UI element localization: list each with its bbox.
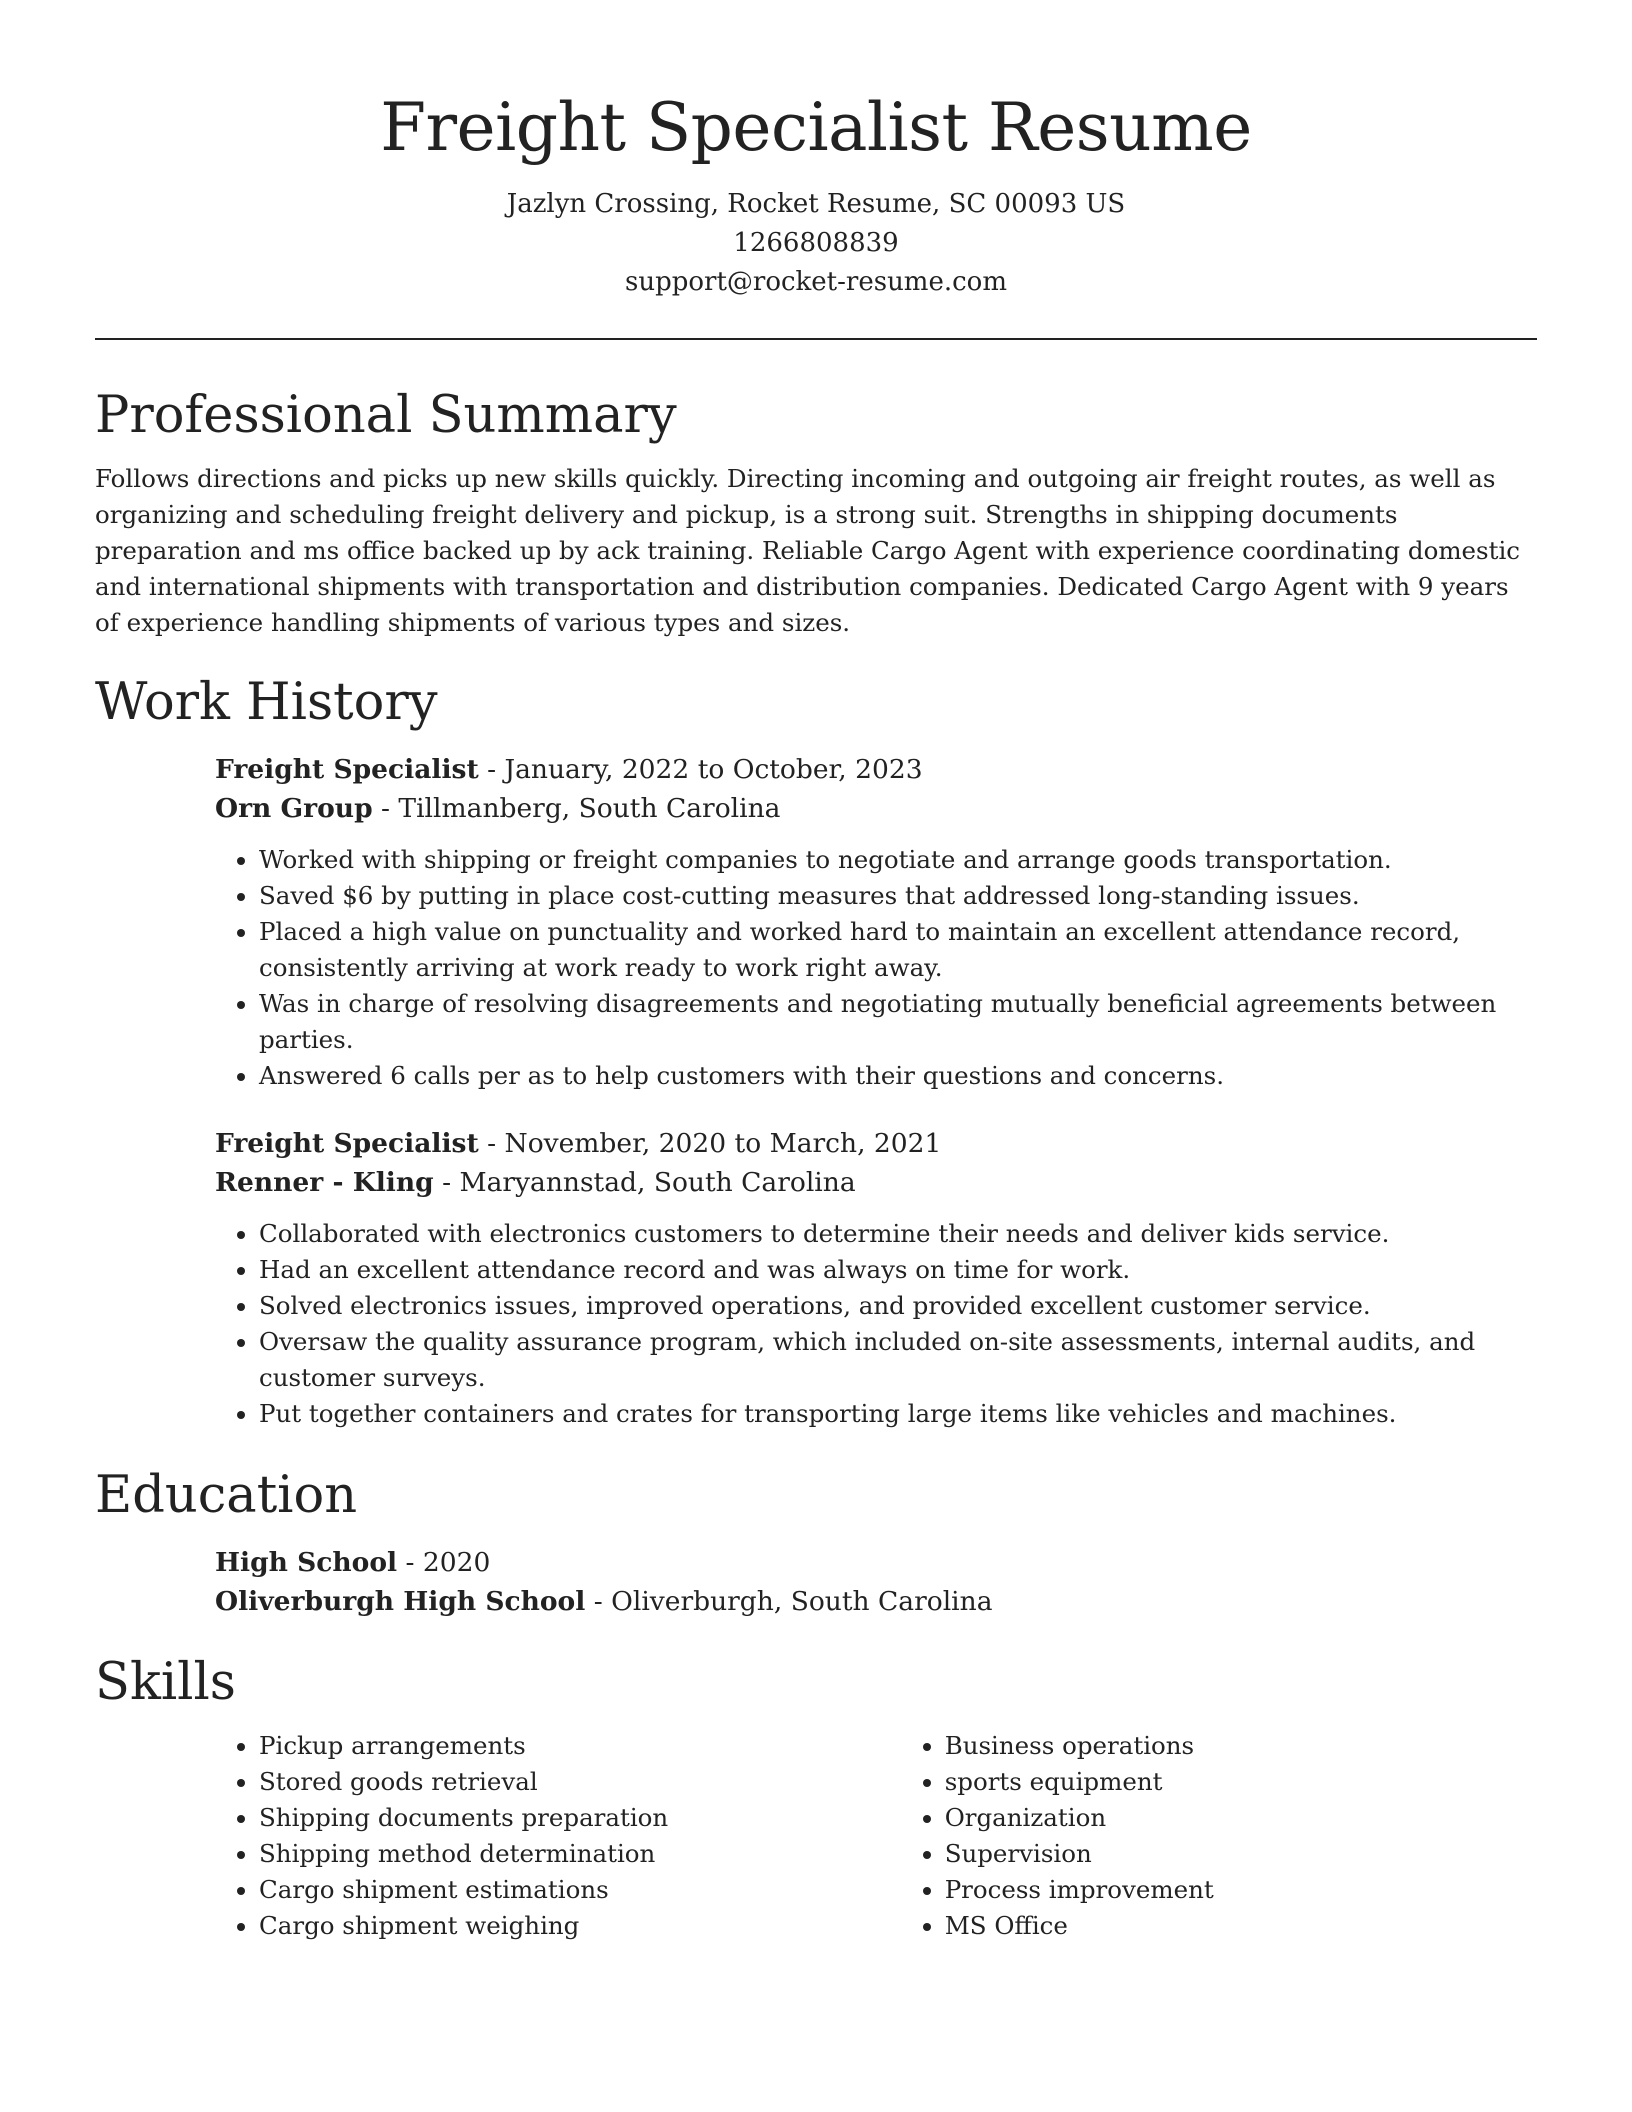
education-location: - Oliverburgh, South Carolina — [585, 1586, 993, 1617]
job-bullet: • Oversaw the quality assurance program, which included on-site assessments, internal audits, and customer surveys. — [259, 1324, 1537, 1396]
job-location: - Maryannstad, South Carolina — [433, 1167, 856, 1198]
job-title: Freight Specialist — [215, 1128, 479, 1159]
skill-item: • Pickup arrangements — [259, 1728, 901, 1764]
contact-phone: 1266808839 — [733, 228, 899, 258]
contact-address: Jazlyn Crossing, Rocket Resume, SC 00093 US — [506, 189, 1126, 219]
job-bullet-list — [215, 1216, 1537, 1432]
skill-item: • Supervision — [945, 1836, 1537, 1872]
education-heading: Education — [95, 1466, 358, 1525]
job-bullet: • Placed a high value on punctuality and worked hard to maintain an excellent attendance record, consistently arriving at work ready to work right away. — [259, 914, 1537, 986]
skill-item: • Organization — [945, 1800, 1537, 1836]
skill-item: • Cargo shipment estimations — [259, 1872, 901, 1908]
job-company-line — [215, 789, 1537, 828]
education-school-line — [215, 1582, 1537, 1621]
job-title-line — [215, 750, 1537, 789]
job-bullet: • Put together containers and crates for transporting large items like vehicles and machines. — [259, 1396, 1537, 1432]
job-bullet: • Solved electronics issues, improved operations, and provided excellent customer service. — [259, 1288, 1537, 1324]
work-history-heading: Work History — [95, 673, 438, 732]
job-title: Freight Specialist — [215, 754, 479, 785]
skill-item: • Shipping documents preparation — [259, 1800, 901, 1836]
job-company-line — [215, 1163, 1537, 1202]
skills-section — [95, 1648, 1537, 1944]
job-bullet: • Collaborated with electronics customers to determine their needs and deliver kids service. — [259, 1216, 1537, 1252]
work-history-section — [95, 668, 1537, 1432]
skills-list-right — [901, 1728, 1537, 1944]
education-year: - 2020 — [397, 1547, 491, 1578]
skills-grid — [215, 1718, 1537, 1944]
job-entry — [215, 750, 1537, 1094]
education-entry — [215, 1543, 1537, 1621]
education-degree: High School — [215, 1547, 398, 1578]
job-bullet: • Was in charge of resolving disagreements and negotiating mutually beneficial agreements between parties. — [259, 986, 1537, 1058]
job-bullet-list — [215, 842, 1537, 1094]
skill-item: • Cargo shipment weighing — [259, 1908, 901, 1944]
skill-item: • Business operations — [945, 1728, 1537, 1764]
summary-heading: Professional Summary — [95, 386, 677, 445]
summary-text: Follows directions and picks up new skills quickly. Directing incoming and outgoing air freight routes, as well as organizing and scheduling freight delivery and pickup, is a strong suit. Strengths in shipping documents preparation and ms office backed up by ack training. Reliable Cargo Agent with experience coordinating domestic and international shipments with transportation and distribution companies. Dedicated Cargo Agent with 9 years of experience handling shipments of various types and sizes. — [95, 464, 1521, 637]
job-bullet: • Saved $6 by putting in place cost-cutting measures that addressed long-standing issues. — [259, 878, 1537, 914]
job-location: - Tillmanberg, South Carolina — [372, 793, 781, 824]
resume-title: Freight Specialist Resume — [380, 89, 1252, 166]
contact-email: support@rocket-resume.com — [624, 267, 1007, 297]
skill-item: • MS Office — [945, 1908, 1537, 1944]
job-bullet: • Answered 6 calls per as to help customers with their questions and concerns. — [259, 1058, 1537, 1094]
skill-item: • Process improvement — [945, 1872, 1537, 1908]
job-dates: - January, 2022 to October, 2023 — [478, 754, 923, 785]
education-degree-line — [215, 1543, 1537, 1582]
job-dates: - November, 2020 to March, 2021 — [478, 1128, 942, 1159]
summary-section — [95, 381, 1537, 641]
skills-list-left — [215, 1728, 901, 1944]
skill-item: • Stored goods retrieval — [259, 1764, 901, 1800]
header-divider — [95, 338, 1537, 340]
skill-item: • Shipping method determination — [259, 1836, 901, 1872]
skill-item: • sports equipment — [945, 1764, 1537, 1800]
education-section — [95, 1461, 1537, 1621]
job-company: Renner - Kling — [215, 1167, 434, 1198]
job-title-line — [215, 1124, 1537, 1163]
education-school: Oliverburgh High School — [215, 1586, 586, 1617]
job-bullet: • Worked with shipping or freight companies to negotiate and arrange goods transportation. — [259, 842, 1537, 878]
job-entry — [215, 1124, 1537, 1432]
resume-page — [95, 0, 1537, 1944]
job-company: Orn Group — [215, 793, 373, 824]
skills-heading: Skills — [95, 1653, 236, 1712]
resume-header — [95, 0, 1537, 302]
job-bullet: • Had an excellent attendance record and was always on time for work. — [259, 1252, 1537, 1288]
